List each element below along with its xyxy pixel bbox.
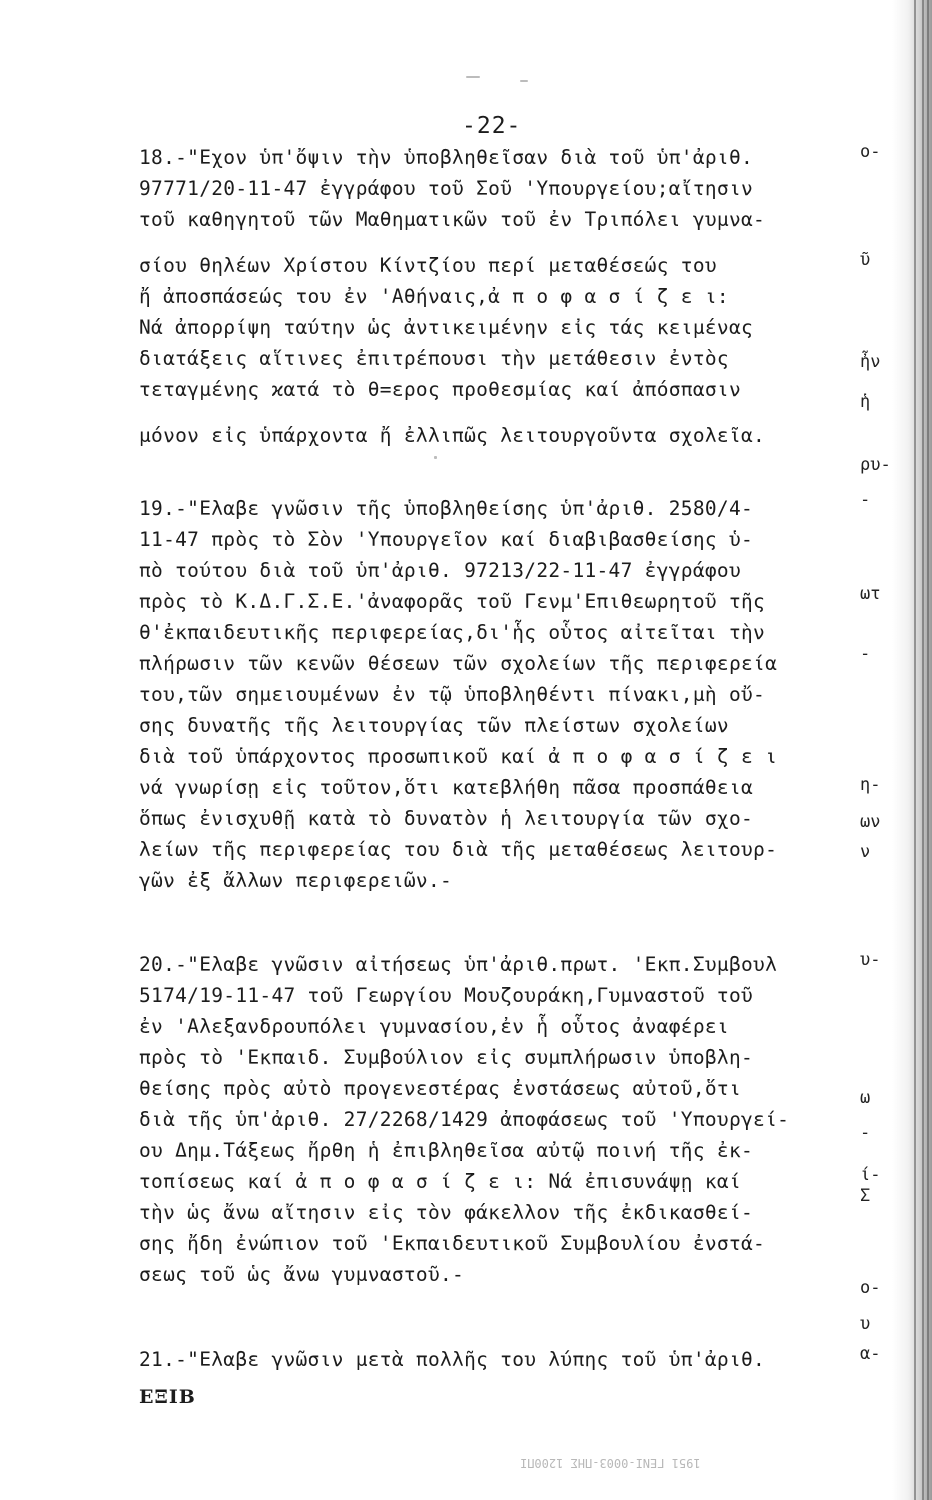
- text-line: θ'ἐκπαιδευτικῆς περιφερείας,δι'ἧς οὗτος αἰτεῖται τὴν: [139, 621, 766, 644]
- text-line: 11-47 πρὸς τὸ Σὸν 'Υπουργεῖον καί διαβιβασθείσης ὑ-: [139, 528, 754, 551]
- text-line: θείσης πρὸς αὐτὸ προγενεστέρας ἐνστάσεως αὐτοῦ,ὅτι: [139, 1077, 741, 1100]
- text-line: ὅπως ἐνισχυθῇ κατὰ τὸ δυνατὸν ἡ λειτουργία τῶν σχο-: [139, 807, 754, 830]
- text-line: 21.-"Ελαβε γνῶσιν μετὰ πολλῆς του λύπης τοῦ ὑπ'ἀριθ.: [139, 1348, 766, 1371]
- text-line: τεταγμένης ϰατά τὸ θ=ερος προθεσμίας καί ἀπόσπασιν: [139, 378, 741, 401]
- text-line: 18.-"Εχον ὑπ'ὄψιν τὴν ὑποβληθεῖσαν διὰ τοῦ ὑπ'ἀριθ.: [139, 146, 754, 169]
- bottom-bleedthrough-text: 1951 ΓΕΝΙ-0003-ΠΗΣ 1200ΠΙ: [520, 1456, 701, 1470]
- margin-fragment: ἦν: [860, 352, 881, 372]
- text-line: ἤ ἀποσπάσεώς του ἐν 'Αθήναις,ἀ π ο φ α σ ί ζ ε ι:: [139, 285, 729, 308]
- margin-fragment: ν: [860, 842, 871, 862]
- scan-dust: [520, 80, 528, 82]
- text-line: 20.-"Ελαβε γνῶσιν αἰτήσεως ὑπ'ἀριθ.πρωτ. 'Εκπ.Συμβουλ: [139, 953, 778, 976]
- page-number: -22-: [462, 113, 522, 139]
- text-line: πὸ τούτου διὰ τοῦ ὑπ'ἀριθ. 97213/22-11-47 ἐγγράφου: [139, 559, 741, 582]
- margin-fragment: Σ: [860, 1186, 871, 1206]
- text-line: γῶν ἐξ ἄλλων περιφερειῶν.-: [139, 869, 453, 892]
- text-line: ἐν 'Αλεξανδρουπόλει γυμνασίου,ἐν ἧ οὗτος ἀναφέρει: [139, 1015, 729, 1038]
- margin-fragment: α-: [860, 1344, 881, 1364]
- text-line: νά γνωρίσῃ εἰς τοῦτον,ὅτι κατεβλήθη πᾶσα προσπάθεια: [139, 776, 754, 799]
- scan-dust: [434, 456, 437, 459]
- margin-fragment: ωτ: [860, 584, 881, 604]
- text-line: σίου θηλέων Χρίστου Κίντζίου περί μεταθέσεώς του: [139, 254, 717, 277]
- text-line: 97771/20-11-47 ἐγγράφου τοῦ Σοῦ 'Υπουργείου;αἴτησιν: [139, 177, 754, 200]
- margin-fragment: ο-: [860, 142, 881, 162]
- text-line: λείων τῆς περιφερείας του διὰ τῆς μεταθέσεως λειτουρ-: [139, 838, 778, 861]
- text-line: σεως τοῦ ὡς ἄνω γυμναστοῦ.-: [139, 1263, 465, 1286]
- margin-fragment: ἡ: [860, 392, 871, 412]
- text-line: σης δυνατῆς τῆς λειτουργίας τῶν πλείστων σχολείων: [139, 714, 729, 737]
- text-line: τοπίσεως καί ἀ π ο φ α σ ί ζ ε ι: Νά ἐπισυνάψῃ καί: [139, 1170, 741, 1193]
- text-line: πρὸς τὸ 'Εκπαιδ. Συμβούλιον εἰς συμπλήρωσιν ὑποβλη-: [139, 1046, 754, 1069]
- margin-fragment: ο-: [860, 1278, 881, 1298]
- margin-fragment: ρυ-: [860, 455, 891, 475]
- scan-dust: [466, 76, 480, 78]
- text-line: διὰ τῆς ὑπ'ἀριθ. 27/2268/1429 ἀποφάσεως τοῦ 'Υπουργεί-: [139, 1108, 790, 1131]
- text-line: διὰ τοῦ ὑπάρχοντος προσωπικοῦ καί ἀ π ο φ α σ ί ζ ε ι: [139, 745, 778, 768]
- text-line: Νά ἀπορρίψη ταύτην ὡς ἀντικειμένην εἰς τάς κειμένας: [139, 316, 754, 339]
- text-line: τοῦ καθηγητοῦ τῶν Μαθηματικῶν τοῦ ἐν Τριπόλει γυμνα-: [139, 208, 766, 231]
- margin-fragment: ων: [860, 812, 881, 832]
- text-line: τὴν ὡς ἄνω αἴτησιν εἰς τὸν φάκελλον τῆς ἐκδικασθεί-: [139, 1201, 754, 1224]
- footer-stamp: ΕΞΙΒ: [139, 1386, 196, 1408]
- text-line: διατάξεις αἵτινες ἐπιτρέπουσι τὴν μετάθεσιν ἐντὸς: [139, 347, 729, 370]
- text-line: του,τῶν σημειουμένων ἐν τῷ ὑποβληθέντι πίνακι,μὴ οὔ-: [139, 683, 766, 706]
- margin-fragment: η-: [860, 775, 881, 795]
- margin-fragment: ῦ: [860, 250, 871, 270]
- margin-fragment: -: [860, 1123, 871, 1143]
- margin-fragment: υ-: [860, 950, 881, 970]
- margin-fragment: -: [860, 644, 871, 664]
- text-line: πρὸς τὸ Κ.Δ.Γ.Σ.Ε.'ἀναφορᾶς τοῦ Γενμ'Επιθεωρητοῦ τῆς: [139, 590, 766, 613]
- text-line: 19.-"Ελαβε γνῶσιν τῆς ὑποβληθείσης ὑπ'ἀριθ. 2580/4-: [139, 497, 754, 520]
- margin-fragment: υ: [860, 1314, 871, 1334]
- text-line: σης ἤδη ἐνώπιον τοῦ 'Εκπαιδευτικοῦ Συμβουλίου ἐνστά-: [139, 1232, 766, 1255]
- margin-fragment: ω: [860, 1088, 871, 1108]
- text-line: 5174/19-11-47 τοῦ Γεωργίου Μουζουράκη,Γυμναστοῦ τοῦ: [139, 984, 754, 1007]
- scan-binding-edge: [892, 0, 932, 1500]
- text-line: μόνον εἰς ὑπάρχοντα ἤ ἐλλιπῶς λειτουργοῦντα σχολεῖα.: [139, 424, 766, 447]
- margin-fragment: -: [860, 490, 871, 510]
- margin-fragment: ί-: [860, 1165, 881, 1185]
- text-line: ου Δημ.Τάξεως ἤρθη ἡ ἐπιβληθεῖσα αὐτῷ ποινή τῆς ἐκ-: [139, 1139, 754, 1162]
- text-line: πλήρωσιν τῶν κενῶν θέσεων τῶν σχολείων τῆς περιφερεία: [139, 652, 778, 675]
